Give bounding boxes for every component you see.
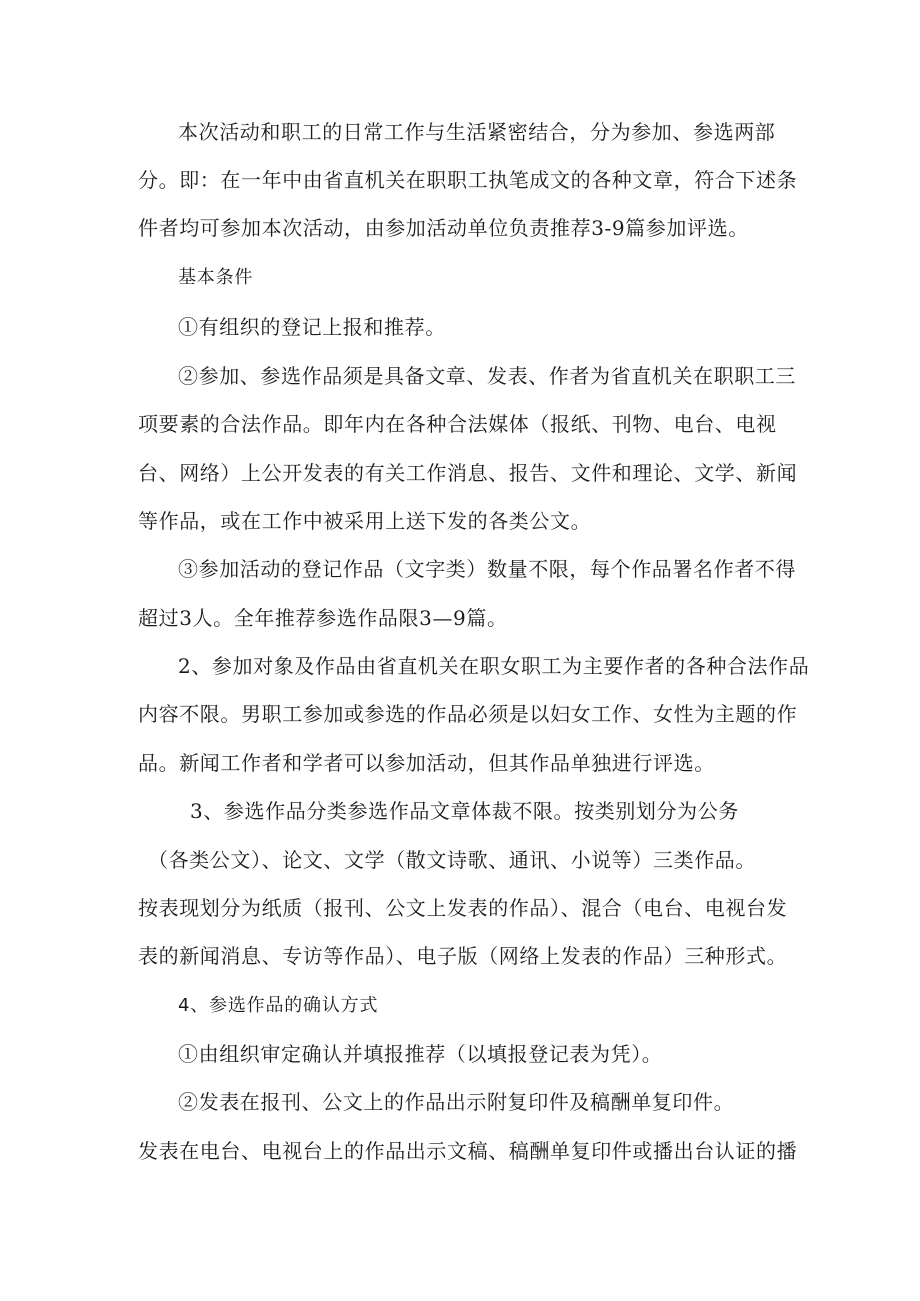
paragraph-line: （各类公文）、论文、文学（散文诗歌、通讯、小说等）三类作品。 [148, 848, 756, 872]
paragraph-line: 超过3人。全年推荐参选作品限3—9篇。 [138, 606, 508, 630]
paragraph-line: 发表在电台、电视台上的作品出示文稿、稿酬单复印件或播出台认证的播 [138, 1139, 798, 1163]
section-heading: 基本条件 [178, 267, 254, 288]
paragraph-line: 品。新闻工作者和学者可以参加活动，但其作品单独进行评选。 [138, 751, 715, 775]
paragraph-line: 内容不限。男职工参加或参选的作品必须是以妇女工作、女性为主题的作 [138, 702, 798, 726]
paragraph-line: 按表现划分为纸质（报刊、公文上发表的作品）、混合（电台、电视台发 [138, 896, 788, 920]
paragraph-line: 本次活动和职工的日常工作与生活紧密结合，分为参加、参选两部 [178, 120, 776, 144]
paragraph-line: 项要素的合法作品。即年内在各种合法媒体（报纸、刊物、电台、电视 [138, 412, 777, 436]
paragraph-line: 件者均可参加本次活动，由参加活动单位负责推荐3-9篇参加评选。 [138, 216, 749, 240]
paragraph-line: ③参加活动的登记作品（文字类）数量不限，每个作品署名作者不得 [178, 557, 796, 581]
paragraph-line: ①有组织的登记上报和推荐。 [178, 315, 446, 339]
paragraph-line: 2、参加对象及作品由省直机关在职女职工为主要作者的各种合法作品 [178, 654, 810, 678]
paragraph-line: 分。即：在一年中由省直机关在职职工执笔成文的各种文章，符合下述条 [138, 168, 798, 192]
paragraph-line: 等作品，或在工作中被采用上送下发的各类公文。 [138, 509, 592, 533]
paragraph-line: ①由组织审定确认并填报推荐（以填报登记表为凭）。 [178, 1042, 663, 1066]
paragraph-line: 表的新闻消息、专访等作品）、电子版（网络上发表的作品）三种形式。 [138, 944, 788, 968]
paragraph-line: ②参加、参选作品须是具备文章、发表、作者为省直机关在职职工三 [178, 364, 796, 388]
paragraph-line: ②发表在报刊、公文上的作品出示附复印件及稿酬单复印件。 [178, 1090, 735, 1114]
paragraph-line: 台、网络）上公开发表的有关工作消息、报告、文件和理论、文学、新闻 [138, 461, 798, 485]
section-heading: 4、参选作品的确认方式 [178, 995, 379, 1016]
paragraph-line: 3、参选作品分类参选作品文章体裁不限。按类别划分为公务 [190, 799, 739, 823]
